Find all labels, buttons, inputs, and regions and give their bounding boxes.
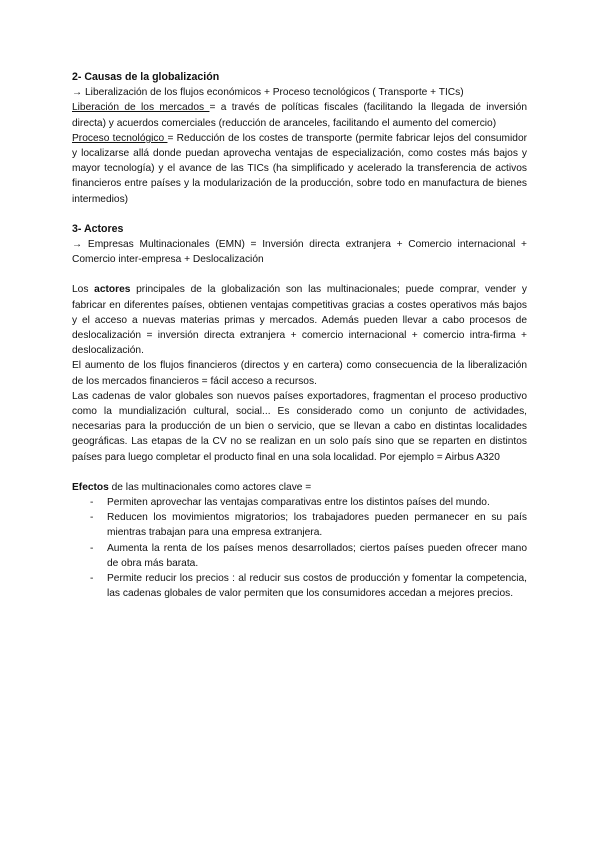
actores-text: principales de la globalización son las multinacionales; puede comprar, vender y fabricar en diferentes países, obtienen ventajas competitivas gracias a costes operativos más bajos y el acceso a nuevas materias primas y mercados. Además pueden llevar a cabo procesos de deslocalización = inversión directa extranjera + comercio internacional + comercio intra-firma + deslocalización. bbox=[72, 284, 527, 357]
liberacion-term: Liberación de los mercados bbox=[72, 102, 210, 114]
actores-paragraph bbox=[72, 282, 527, 358]
section-3-arrow-line: → Empresas Multinacionales (EMN) = Inversión directa extranjera + Comercio internacional + Comercio inter-empresa + Deslocalización bbox=[72, 239, 527, 266]
efectos-bold: Efectos bbox=[72, 481, 109, 493]
list-item: - Permiten aprovechar las ventajas comparativas entre los distintos países del mundo. bbox=[72, 495, 527, 510]
spacer bbox=[72, 465, 527, 480]
section-3-heading: 3- Actores bbox=[72, 222, 124, 235]
section-2-arrow-line: → Liberalización de los flujos económicos + Proceso tecnológicos ( Transporte + TICs) bbox=[72, 87, 464, 99]
document-page bbox=[72, 70, 527, 602]
flujos-paragraph: El aumento de los flujos financieros (directos y en cartera) como consecuencia de la liberalización de los mercados financieros = fácil acceso a recursos. bbox=[72, 360, 527, 387]
cadenas-paragraph: Las cadenas de valor globales son nuevos países exportadores, fragmentan el proceso productivo como la mundialización cultural, social... Es considerado como un conjunto de actividades, necesarias para la producción de un bien o servicio, que se llevan a cabo en distintas localidades geográficas. Las etapas de la CV no se realizan en un solo país sino que se reparten en distintos países para luego completar el producto final en una sola localidad. Por ejemplo = Airbus A320 bbox=[72, 390, 527, 463]
spacer bbox=[72, 207, 527, 222]
list-item: - Permite reducir los precios : al reducir sus costos de producción y fomentar la competencia, las cadenas globales de valor permiten que los consumidores accedan a mejores precios. bbox=[72, 571, 527, 601]
spacer bbox=[72, 267, 527, 282]
actores-lead: Los bbox=[72, 284, 95, 296]
efectos-list bbox=[72, 495, 527, 601]
liberacion-text: = a través de políticas fiscales (facilitando la llegada de inversión directa) y acuerdos comerciales (reducción de aranceles, facilitando el aumento del comercio) bbox=[72, 102, 527, 129]
proceso-term: Proceso tecnológico bbox=[72, 132, 168, 144]
list-item: - Aumenta la renta de los países menos desarrollados; ciertos países pueden ofrecer mano de obra más barata. bbox=[72, 541, 527, 571]
list-item: - Reducen los movimientos migratorios; los trabajadores pueden permanecer en su país mientras trabajan para una empresa extranjera. bbox=[72, 510, 527, 540]
actores-bold: actores bbox=[94, 284, 131, 296]
efectos-intro bbox=[72, 480, 527, 495]
proceso-paragraph bbox=[72, 131, 527, 207]
liberacion-paragraph bbox=[72, 100, 527, 130]
proceso-text: = Reducción de los costes de transporte (permite fabricar lejos del consumidor y localizarse allá donde puedan aprovecha ventajas de especialización, como costes más bajos y mayor tecnología) y el avance de las TICs (ha simplificado y acelerado la transferencia de activos financieros entre países y la modularización de la producción, sobre todo en manufactura de bienes intermedios) bbox=[72, 132, 527, 205]
efectos-intro-text: de las multinacionales como actores clave = bbox=[108, 481, 312, 493]
section-2-heading: 2- Causas de la globalización bbox=[72, 71, 220, 83]
